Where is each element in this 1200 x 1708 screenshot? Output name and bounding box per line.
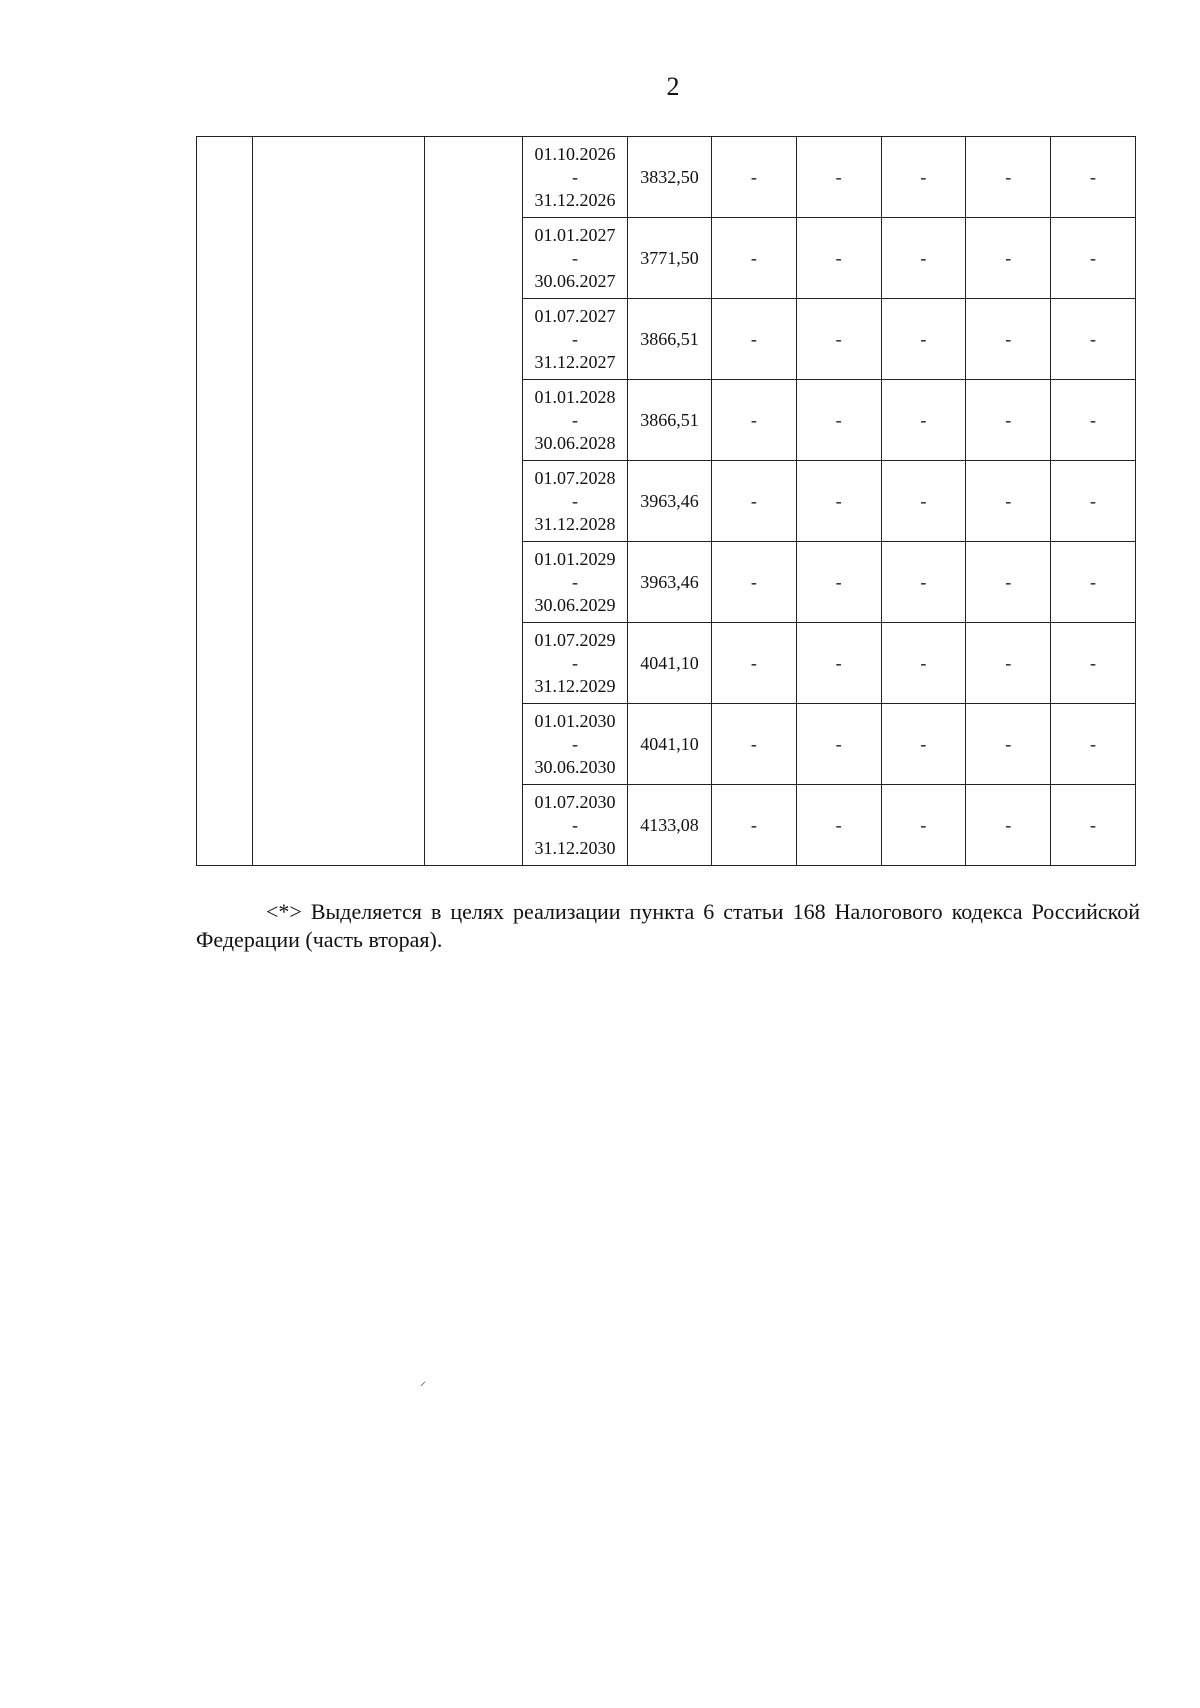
- empty-merged-cell: [424, 137, 522, 866]
- period-sep: -: [572, 652, 579, 673]
- dash-cell: -: [966, 785, 1051, 866]
- dash-cell: -: [1051, 218, 1136, 299]
- tariff-value-cell: 4133,08: [628, 785, 712, 866]
- period-sep: -: [572, 409, 579, 430]
- period-cell: [522, 218, 627, 299]
- period-start: 01.07.2027: [534, 305, 616, 326]
- dash-cell: -: [796, 299, 881, 380]
- tariff-value-cell: 3866,51: [628, 380, 712, 461]
- dash-cell: -: [1051, 137, 1136, 218]
- period-end: 31.12.2029: [534, 675, 616, 696]
- period-end: 30.06.2027: [534, 270, 616, 291]
- dash-cell: -: [711, 704, 796, 785]
- period-sep: -: [572, 166, 579, 187]
- period-end: 30.06.2030: [534, 756, 616, 777]
- period-cell: [522, 380, 627, 461]
- period-end: 31.12.2026: [534, 189, 616, 210]
- dash-cell: -: [711, 218, 796, 299]
- dash-cell: -: [881, 218, 966, 299]
- tariff-value-cell: 3771,50: [628, 218, 712, 299]
- period-start: 01.07.2030: [534, 791, 616, 812]
- dash-cell: -: [796, 785, 881, 866]
- dash-cell: -: [711, 623, 796, 704]
- period-sep: -: [572, 814, 579, 835]
- empty-merged-cell: [253, 137, 425, 866]
- table-row: [197, 137, 1136, 218]
- dash-cell: -: [1051, 785, 1136, 866]
- dash-cell: -: [966, 380, 1051, 461]
- tariff-value-cell: 3963,46: [628, 542, 712, 623]
- dash-cell: -: [1051, 704, 1136, 785]
- dash-cell: -: [966, 137, 1051, 218]
- dash-cell: -: [966, 299, 1051, 380]
- dash-cell: -: [1051, 461, 1136, 542]
- period-cell: [522, 785, 627, 866]
- dash-cell: -: [711, 299, 796, 380]
- tariff-value-cell: 4041,10: [628, 704, 712, 785]
- period-start: 01.10.2026: [534, 143, 616, 164]
- dash-cell: -: [966, 623, 1051, 704]
- dash-cell: -: [966, 704, 1051, 785]
- dash-cell: -: [1051, 380, 1136, 461]
- dash-cell: -: [796, 380, 881, 461]
- dash-cell: -: [711, 785, 796, 866]
- period-start: 01.01.2028: [534, 386, 616, 407]
- dash-cell: -: [711, 542, 796, 623]
- period-sep: -: [572, 247, 579, 268]
- period-sep: -: [572, 571, 579, 592]
- dash-cell: -: [796, 461, 881, 542]
- tariff-table: [196, 136, 1136, 866]
- tariff-value-cell: 3866,51: [628, 299, 712, 380]
- dash-cell: -: [881, 299, 966, 380]
- period-end: 31.12.2030: [534, 837, 616, 858]
- scan-artifact-mark: ⸝: [420, 1374, 427, 1388]
- dash-cell: -: [881, 704, 966, 785]
- period-start: 01.01.2027: [534, 224, 616, 245]
- period-cell: [522, 137, 627, 218]
- dash-cell: -: [881, 623, 966, 704]
- period-end: 30.06.2029: [534, 594, 616, 615]
- dash-cell: -: [966, 461, 1051, 542]
- period-cell: [522, 623, 627, 704]
- tariff-value-cell: 4041,10: [628, 623, 712, 704]
- period-start: 01.07.2028: [534, 467, 616, 488]
- dash-cell: -: [966, 218, 1051, 299]
- dash-cell: -: [1051, 542, 1136, 623]
- dash-cell: -: [881, 137, 966, 218]
- footnote: <*> Выделяется в целях реализации пункта 6 статьи 168 Налогового кодекса Российской Федерации (часть вторая).: [196, 899, 1140, 952]
- dash-cell: -: [881, 380, 966, 461]
- dash-cell: -: [881, 785, 966, 866]
- period-cell: [522, 704, 627, 785]
- page-number: 2: [666, 72, 680, 101]
- dash-cell: -: [1051, 623, 1136, 704]
- period-cell: [522, 299, 627, 380]
- empty-merged-cell: [197, 137, 253, 866]
- dash-cell: -: [711, 380, 796, 461]
- period-end: 31.12.2028: [534, 513, 616, 534]
- period-cell: [522, 542, 627, 623]
- tariff-value-cell: 3832,50: [628, 137, 712, 218]
- period-end: 30.06.2028: [534, 432, 616, 453]
- period-sep: -: [572, 733, 579, 754]
- dash-cell: -: [796, 623, 881, 704]
- dash-cell: -: [966, 542, 1051, 623]
- dash-cell: -: [796, 704, 881, 785]
- dash-cell: -: [711, 461, 796, 542]
- dash-cell: -: [881, 542, 966, 623]
- tariff-value-cell: 3963,46: [628, 461, 712, 542]
- period-start: 01.07.2029: [534, 629, 616, 650]
- dash-cell: -: [796, 218, 881, 299]
- period-start: 01.01.2029: [534, 548, 616, 569]
- period-sep: -: [572, 490, 579, 511]
- dash-cell: -: [881, 461, 966, 542]
- dash-cell: -: [1051, 299, 1136, 380]
- period-cell: [522, 461, 627, 542]
- table-body: [197, 137, 1136, 866]
- dash-cell: -: [796, 137, 881, 218]
- period-end: 31.12.2027: [534, 351, 616, 372]
- period-start: 01.01.2030: [534, 710, 616, 731]
- dash-cell: -: [711, 137, 796, 218]
- dash-cell: -: [796, 542, 881, 623]
- period-sep: -: [572, 328, 579, 349]
